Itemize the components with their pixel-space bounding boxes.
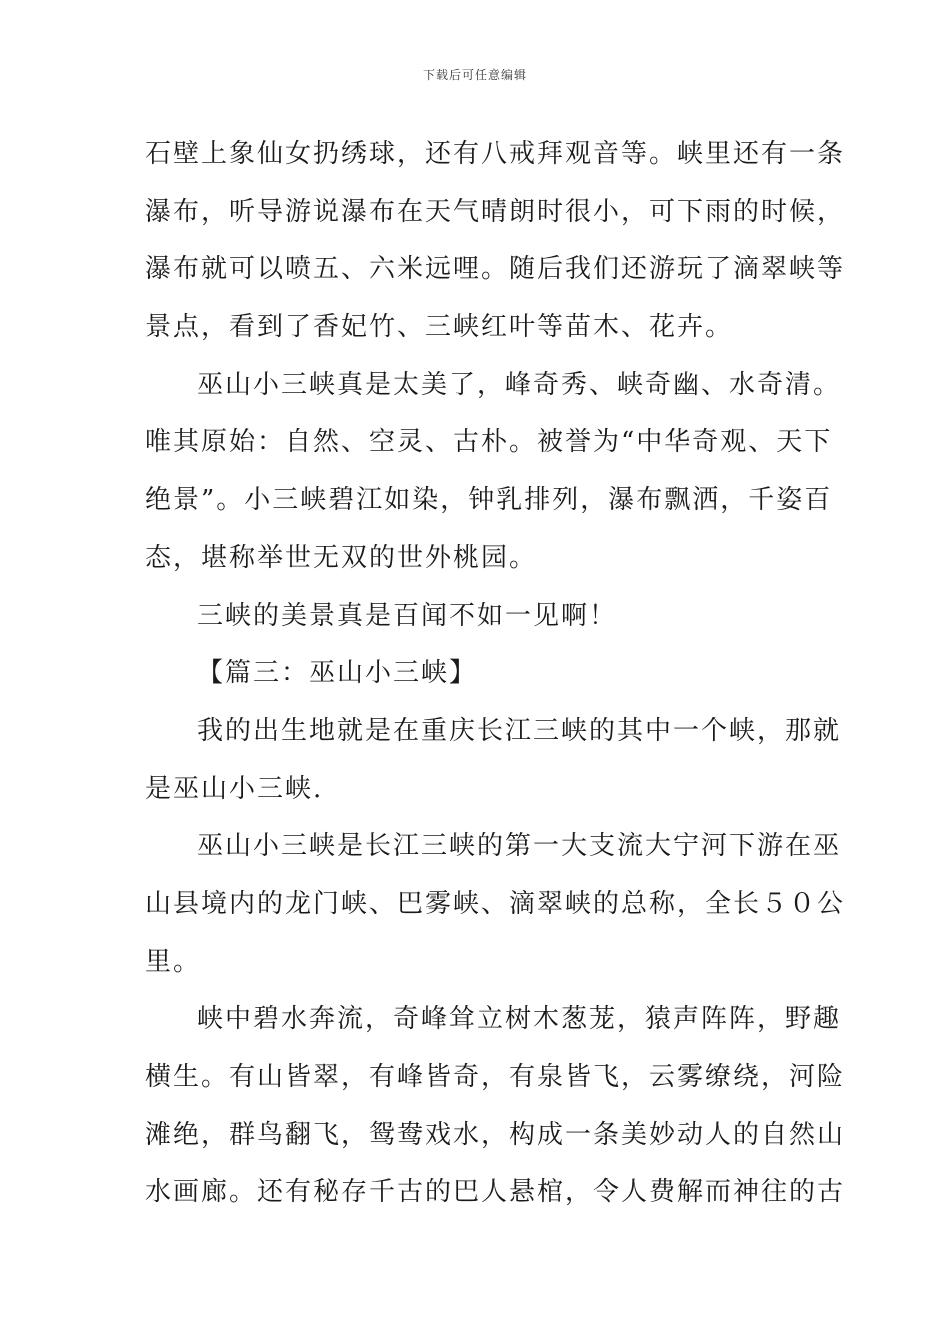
- text-line: 瀑布就可以喷五、六米远哩。随后我们还游玩了滴翠峡等: [145, 254, 846, 285]
- text-line: 绝景”。小三峡碧江如染，钟乳排列，瀑布飘洒，千姿百: [145, 485, 833, 516]
- text-line: 山县境内的龙门峡、巴雾峡、滴翠峡的总称，全长５０公: [145, 888, 846, 919]
- paragraph-first-line: 我的出生地就是在重庆长江三峡的其中一个峡，那就: [197, 715, 842, 746]
- text-line: 水画廊。还有秘存千古的巴人悬棺，令人费解而神往的古: [145, 1177, 846, 1208]
- text-line: 横生。有山皆翠，有峰皆奇，有泉皆飞，云雾缭绕，河险: [145, 1062, 846, 1092]
- text-line: 瀑布，听导游说瀑布在天气晴朗时很小，可下雨的时候，: [145, 196, 846, 227]
- text-line: 是巫山小三峡.: [145, 773, 324, 804]
- paragraph-first-line: 三峡的美景真是百闻不如一见啊！: [197, 600, 618, 631]
- text-line: 里。: [145, 946, 202, 977]
- text-line: 唯其原始：自然、空灵、古朴。被誉为“中华奇观、天下: [145, 427, 833, 458]
- paragraph-first-line: 峡中碧水奔流，奇峰耸立树木葱茏，猿声阵阵，野趣: [197, 1004, 842, 1035]
- document-body: [145, 126, 846, 1222]
- text-line: 态，堪称举世无双的世外桃园。: [145, 542, 538, 573]
- paragraph-first-line: 巫山小三峡真是太美了，峰奇秀、峡奇幽、水奇清。: [197, 369, 842, 400]
- text-line: 滩绝，群鸟翻飞，鸳鸯戏水，构成一条美妙动人的自然山: [145, 1119, 846, 1150]
- paragraph-first-line: 巫山小三峡是长江三峡的第一大支流大宁河下游在巫: [197, 831, 842, 862]
- text-line: 石壁上象仙女扔绣球，还有八戒拜观音等。峡里还有一条: [145, 139, 846, 169]
- header-note: 下载后可任意编辑: [422, 68, 527, 82]
- section-heading: 【篇三：巫山小三峡】: [197, 658, 478, 689]
- text-line: 景点，看到了香妃竹、三峡红叶等苗木、花卉。: [145, 312, 734, 343]
